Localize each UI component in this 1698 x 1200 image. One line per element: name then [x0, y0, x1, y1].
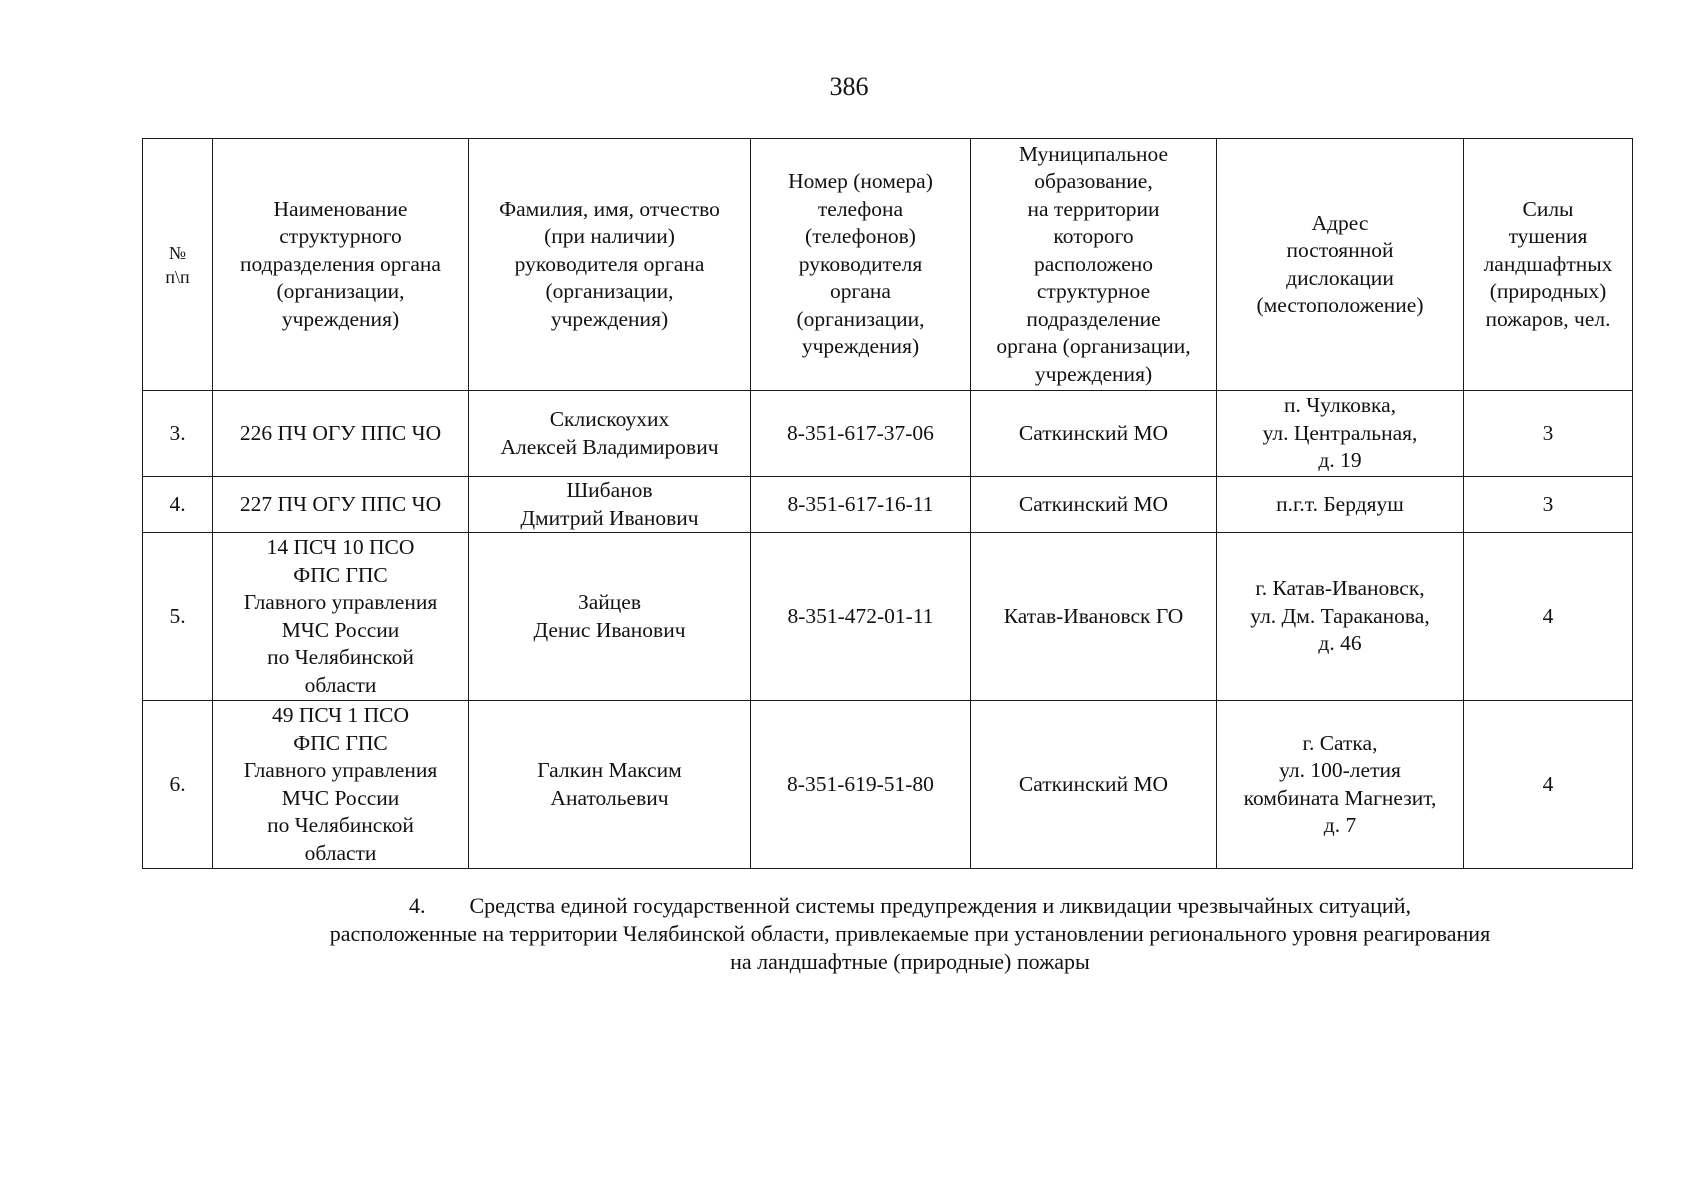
cell-address: п. Чулковка, ул. Центральная, д. 19: [1217, 391, 1464, 477]
cell-forces: 3: [1464, 391, 1633, 477]
table-row: [143, 701, 1633, 869]
cell-address: г. Сатка, ул. 100-летия комбината Магнезит, д. 7: [1217, 701, 1464, 869]
cell-phone: 8-351-619-51-80: [751, 701, 971, 869]
cell-forces: 3: [1464, 477, 1633, 533]
cell-unit-name: 226 ПЧ ОГУ ППС ЧО: [213, 391, 469, 477]
table-row: [143, 391, 1633, 477]
cell-head-name: Шибанов Дмитрий Иванович: [469, 477, 751, 533]
section-heading-line-3: на ландшафтные (природные) пожары: [730, 949, 1090, 974]
header-head-name: Фамилия, имя, отчество (при наличии) руководителя органа (организации, учреждения): [469, 139, 751, 391]
cell-unit-name: 14 ПСЧ 10 ПСО ФПС ГПС Главного управления МЧС России по Челябинской области: [213, 533, 469, 701]
table-header-row: [143, 139, 1633, 391]
cell-municipality: Саткинский МО: [971, 477, 1217, 533]
page-number: 386: [829, 72, 869, 101]
header-municipality: Муниципальное образование, на территории которого расположено структурное подразделение органа (организации, учреждения): [971, 139, 1217, 391]
cell-forces: 4: [1464, 533, 1633, 701]
fire-units-table: [142, 138, 1633, 869]
section-text-1: Средства единой государственной системы предупреждения и ликвидации чрезвычайных ситуаций,: [469, 893, 1411, 918]
cell-unit-name: 49 ПСЧ 1 ПСО ФПС ГПС Главного управления МЧС России по Челябинской области: [213, 701, 469, 869]
section-heading-line-2: расположенные на территории Челябинской области, привлекаемые при установлении регионального уровня реагирования: [329, 921, 1491, 946]
cell-address: п.г.т. Бердяуш: [1217, 477, 1464, 533]
section-number: 4.: [409, 893, 426, 918]
header-forces: Силы тушения ландшафтных (природных) пожаров, чел.: [1464, 139, 1633, 391]
cell-number: 4.: [143, 477, 213, 533]
cell-head-name: Зайцев Денис Иванович: [469, 533, 751, 701]
cell-address: г. Катав-Ивановск, ул. Дм. Тараканова, д. 46: [1217, 533, 1464, 701]
cell-phone: 8-351-617-16-11: [751, 477, 971, 533]
cell-phone: 8-351-617-37-06: [751, 391, 971, 477]
cell-forces: 4: [1464, 701, 1633, 869]
cell-phone: 8-351-472-01-11: [751, 533, 971, 701]
cell-municipality: Саткинский МО: [971, 701, 1217, 869]
cell-head-name: Склискоухих Алексей Владимирович: [469, 391, 751, 477]
cell-municipality: Катав-Ивановск ГО: [971, 533, 1217, 701]
section-heading-line-1: [180, 892, 1640, 920]
header-number: № п\п: [143, 139, 213, 391]
table-row: [143, 533, 1633, 701]
header-unit-name: Наименование структурного подразделения органа (организации, учреждения): [213, 139, 469, 391]
section-heading: [180, 892, 1640, 976]
header-phone: Номер (номера) телефона (телефонов) руководителя органа (организации, учреждения): [751, 139, 971, 391]
cell-number: 3.: [143, 391, 213, 477]
cell-unit-name: 227 ПЧ ОГУ ППС ЧО: [213, 477, 469, 533]
header-address: Адрес постоянной дислокации (местоположение): [1217, 139, 1464, 391]
table-row: [143, 477, 1633, 533]
cell-number: 5.: [143, 533, 213, 701]
cell-municipality: Саткинский МО: [971, 391, 1217, 477]
cell-head-name: Галкин Максим Анатольевич: [469, 701, 751, 869]
cell-number: 6.: [143, 701, 213, 869]
